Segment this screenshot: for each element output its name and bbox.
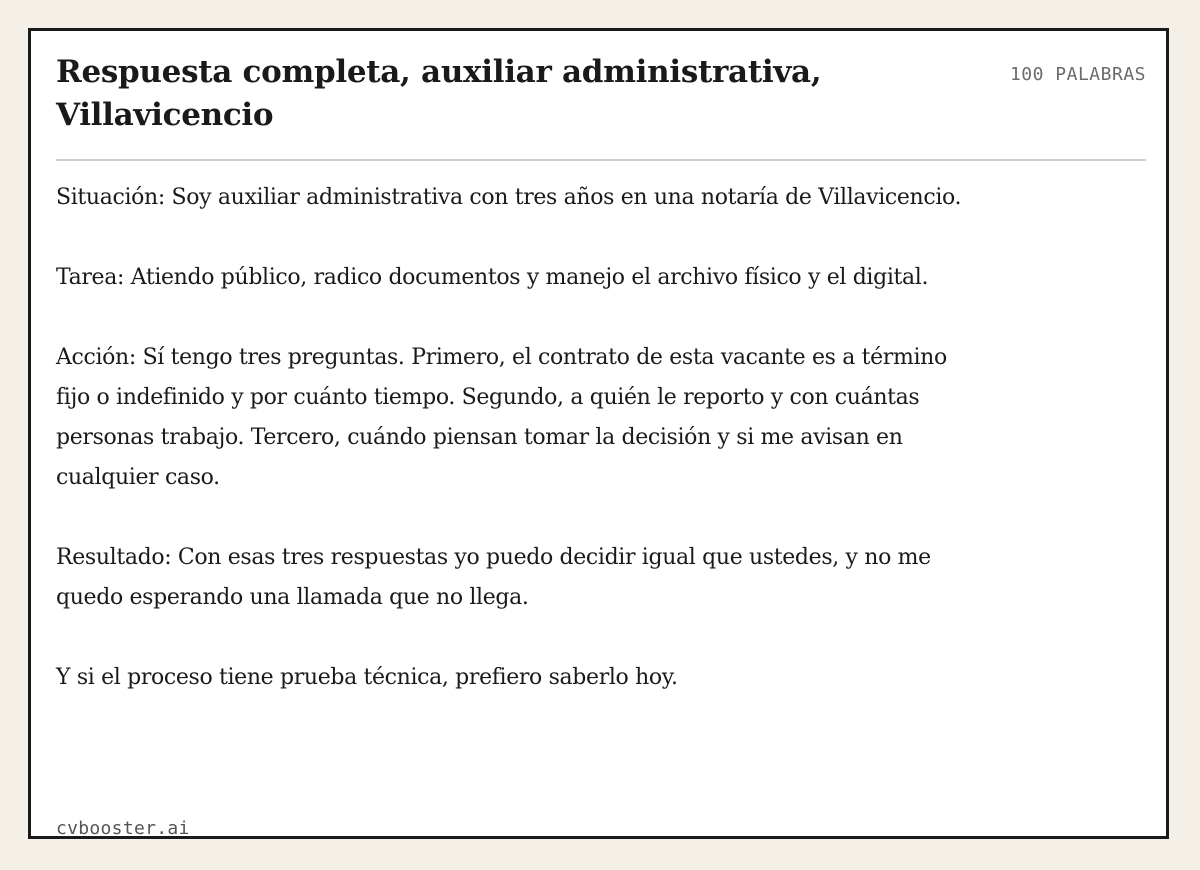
word-count-badge: 100 PALABRAS [1009,64,1146,85]
card-title: Respuesta completa, auxiliar administrativa, Villavicencio [56,54,822,133]
paragraph-situacion: Situación: Soy auxiliar administrativa con tres años en una notaría de Villavicencio. [56,185,962,210]
paragraph-closing: Y si el proceso tiene prueba técnica, prefiero saberlo hoy. [56,665,678,690]
paragraph-accion: Acción: Sí tengo tres preguntas. Primero, el contrato de esta vacante es a término fijo o indefinido y por cuánto tiempo. Segundo, a quién le reporto y con cuántas personas trabajo. Tercero, cuándo piensan tomar la decisión y si me avisan en cualquier caso. [56,345,947,490]
answer-body [56,178,976,698]
card-header [56,51,1146,161]
answer-card [28,28,1169,839]
brand-footer: cvbooster.ai [56,818,190,839]
paragraph-tarea: Tarea: Atiendo público, radico documentos y manejo el archivo físico y el digital. [56,265,929,290]
header-divider [56,159,1146,161]
paragraph-resultado: Resultado: Con esas tres respuestas yo puedo decidir igual que ustedes, y no me quedo esperando una llamada que no llega. [56,545,931,610]
